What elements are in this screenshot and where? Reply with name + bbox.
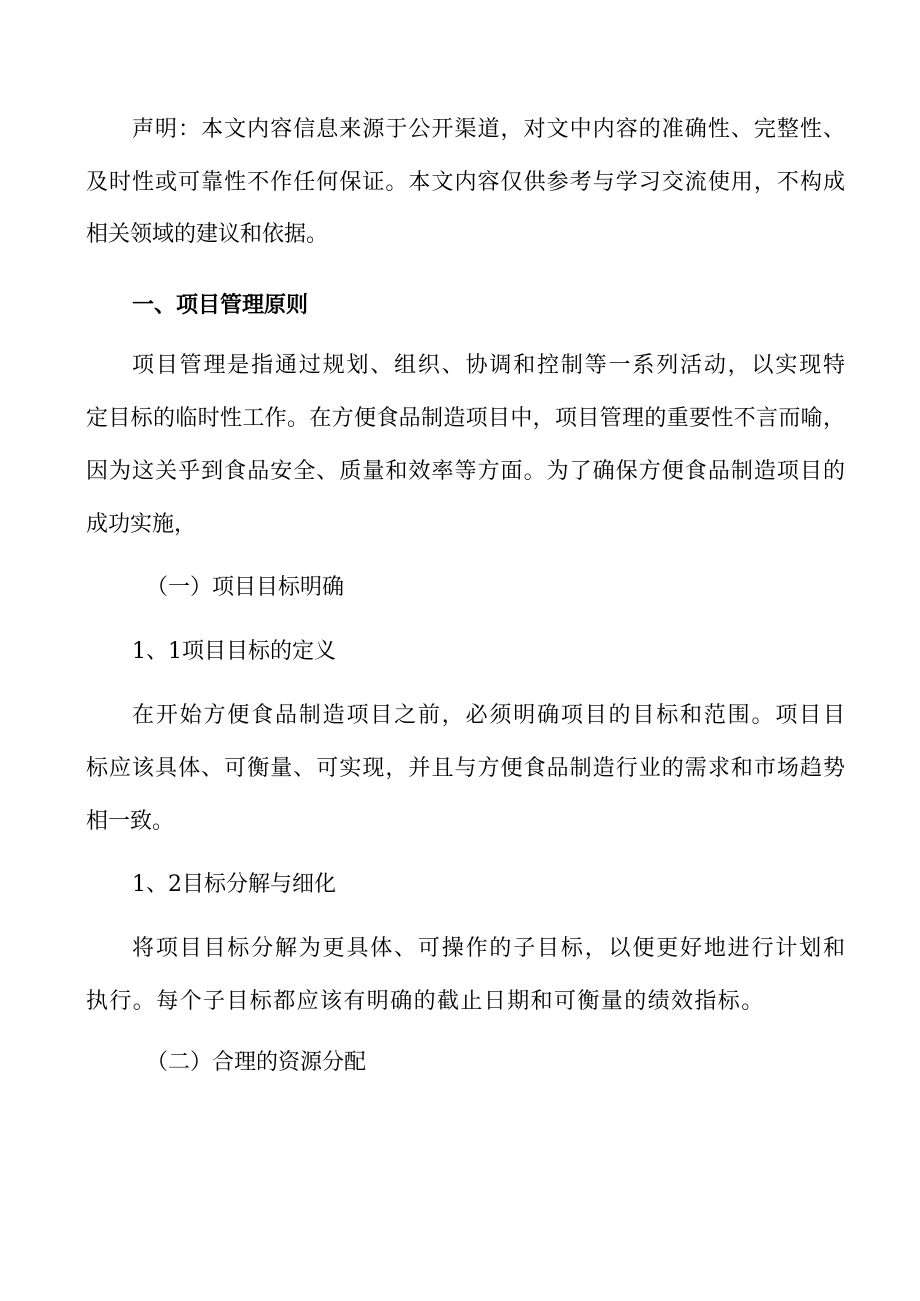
- intro-line: 定目标的临时性工作。在方便食品制造项目中，项目管理的重要性不言而喻，: [86, 406, 845, 431]
- disclaimer-line: 及时性或可靠性不作任何保证。本文内容仅供参考与学习交流使用，不构成: [86, 170, 845, 195]
- intro-line: 成功实施，: [86, 512, 197, 537]
- goal-definition-line: 标应该具体、可衡量、可实现，并且与方便食品制造行业的需求和市场趋势: [86, 756, 845, 781]
- section-heading: 一、项目管理原则: [132, 292, 309, 318]
- disclaimer-line: 相关领域的建议和依据。: [86, 222, 329, 247]
- goal-breakdown-line: 将项目目标分解为更具体、可操作的子目标，以便更好地进行计划和: [132, 936, 845, 961]
- item-title-goal-breakdown: 1、2目标分解与细化: [132, 872, 336, 897]
- intro-line: 因为这关乎到食品安全、质量和效率等方面。为了确保方便食品制造项目的: [86, 459, 845, 484]
- subheading-resources: （二）合理的资源分配: [146, 1050, 367, 1075]
- goal-breakdown-line: 执行。每个子目标都应该有明确的截止日期和可衡量的绩效指标。: [86, 989, 765, 1014]
- item-title-goal-definition: 1、1项目目标的定义: [132, 639, 336, 664]
- intro-line: 项目管理是指通过规划、组织、协调和控制等一系列活动，以实现特: [132, 353, 845, 378]
- goal-definition-line: 相一致。: [86, 809, 175, 834]
- disclaimer-line: 声明：本文内容信息来源于公开渠道，对文中内容的准确性、完整性、: [132, 117, 845, 142]
- subheading-goals: （一）项目目标明确: [146, 575, 345, 600]
- goal-definition-line: 在开始方便食品制造项目之前，必须明确项目的目标和范围。项目目: [132, 703, 845, 728]
